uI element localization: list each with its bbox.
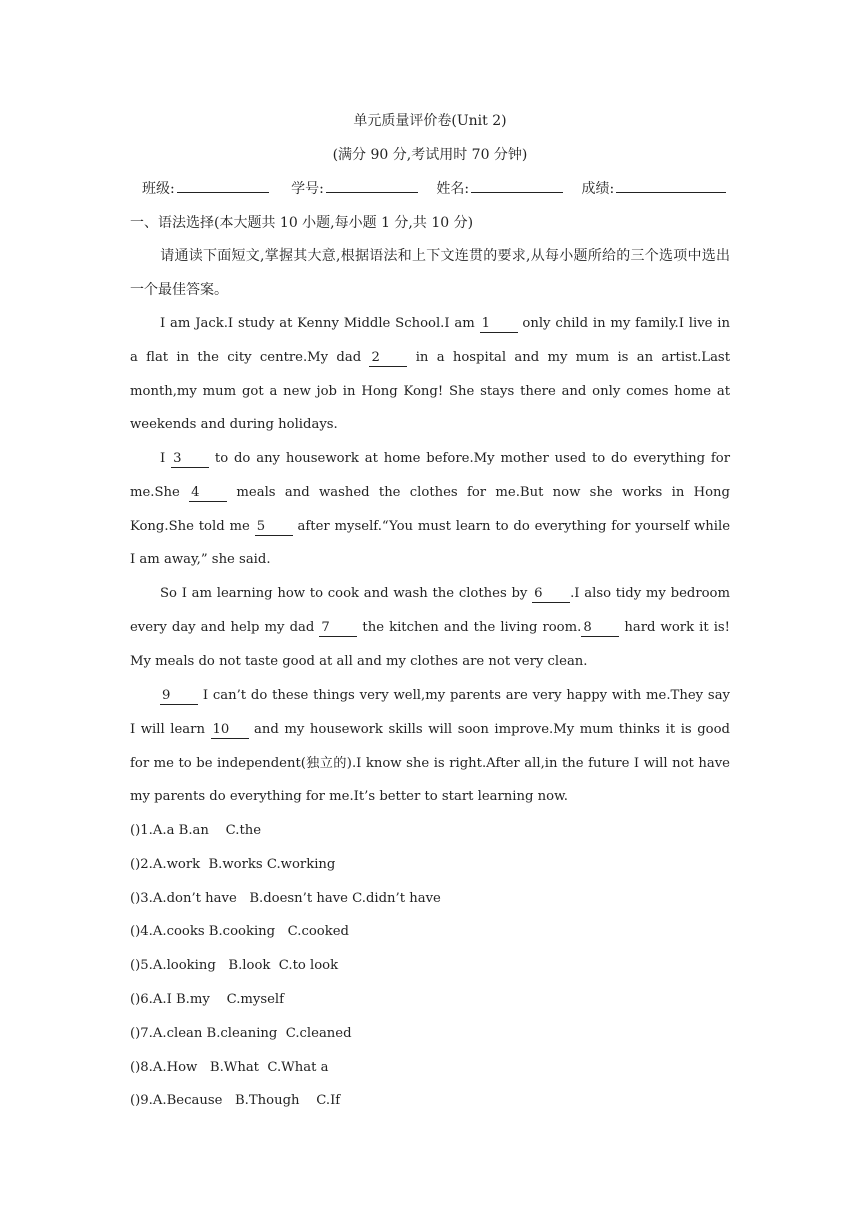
passage-text: I can’t do these things very well,my parents are very happy with me.They say I will learn: [130, 688, 730, 737]
passage-paragraph-4: [130, 679, 730, 814]
score-field[interactable]: [582, 178, 727, 198]
student-number-label: 学号:: [291, 181, 324, 197]
score-blank[interactable]: [616, 178, 726, 193]
option-row[interactable]: ()8.A.How B.What C.What a: [130, 1059, 329, 1075]
passage-text: and my housework skills will soon improve.My mum thinks it is good for me to be independent(独立的).I know she is right.After all,in the future I will not have my parents do everything for me.It’s better to start learning now.: [130, 721, 730, 805]
name-blank[interactable]: [471, 178, 563, 193]
passage-text: hard work it is! My meals do not taste good at all and my clothes are not very clean.: [130, 619, 730, 669]
passage-paragraph-1: [130, 307, 730, 442]
passage-text: to do any housework at home before.My mother used to do everything for me.She: [130, 451, 730, 500]
passage-text: I: [160, 451, 172, 466]
answer-blank[interactable]: 3: [171, 451, 209, 468]
answer-blank[interactable]: 9: [160, 688, 198, 705]
page-title: 单元质量评价卷(Unit 2): [353, 113, 507, 129]
name-label: 姓名:: [436, 181, 470, 197]
passage-text: after myself.“You must learn to do everything for yourself while I am away,” she said.: [130, 518, 730, 568]
student-number-blank[interactable]: [326, 178, 418, 193]
passage-text: only child in my family.I live in a flat in the city centre.My dad: [130, 316, 730, 365]
passage-paragraph-3: [130, 577, 730, 678]
student-number-field[interactable]: [291, 178, 418, 198]
answer-blank[interactable]: 10: [211, 722, 249, 739]
answer-blank[interactable]: 5: [255, 519, 293, 536]
passage-text: I am Jack.I study at Kenny Middle School.I am: [160, 316, 480, 331]
score-label: 成绩:: [581, 181, 615, 197]
option-row[interactable]: ()5.A.looking B.look C.to look: [130, 958, 339, 974]
option-row[interactable]: ()4.A.cooks B.cooking C.cooked: [130, 924, 349, 940]
name-field[interactable]: [436, 178, 563, 198]
class-blank[interactable]: [177, 178, 269, 193]
class-label: 班级:: [142, 181, 175, 197]
option-row[interactable]: ()2.A.work B.works C.working: [130, 856, 336, 872]
passage-text: the kitchen and the living room.: [357, 619, 582, 635]
answer-blank[interactable]: 2: [369, 350, 407, 367]
options-list: [130, 814, 441, 1118]
passage-text: in a hospital and my mum is an artist.Last month,my mum got a new job in Hong Kong! She stays there and only comes home at weekends and during holidays.: [130, 349, 730, 433]
passage-text: .I also tidy my bedroom every day and help my dad: [130, 586, 731, 635]
option-row[interactable]: ()9.A.Because B.Though C.If: [130, 1093, 341, 1109]
passage-text: meals and washed the clothes for me.But now she works in Hong Kong.She told me: [130, 484, 730, 534]
answer-blank[interactable]: 4: [189, 485, 227, 502]
instruction-paragraph: [130, 240, 730, 308]
option-row[interactable]: ()7.A.clean B.cleaning C.cleaned: [130, 1025, 352, 1041]
answer-blank[interactable]: 8: [581, 620, 619, 637]
answer-blank[interactable]: 6: [532, 586, 570, 603]
option-row[interactable]: ()1.A.a B.an C.the: [130, 823, 262, 838]
passage-text: So I am learning how to cook and wash the clothes by: [160, 586, 533, 601]
passage-paragraph-2: [130, 442, 730, 577]
answer-blank[interactable]: 7: [319, 620, 357, 637]
class-field[interactable]: [142, 178, 269, 198]
option-row[interactable]: ()6.A.I B.my C.myself: [130, 991, 285, 1007]
answer-blank[interactable]: 1: [480, 316, 518, 333]
page-subtitle: (满分 90 分,考试用时 70 分钟): [332, 147, 528, 163]
section-heading: 一、语法选择(本大题共 10 小题,每小题 1 分,共 10 分): [130, 215, 474, 231]
option-row[interactable]: ()3.A.don’t have B.doesn’t have C.didn’t have: [130, 890, 441, 906]
instruction-text: 请通读下面短文,掌握其大意,根据语法和上下文连贯的要求,从每小题所给的三个选项中选出一个最佳答案。: [130, 248, 730, 298]
student-info-row: [142, 178, 738, 198]
